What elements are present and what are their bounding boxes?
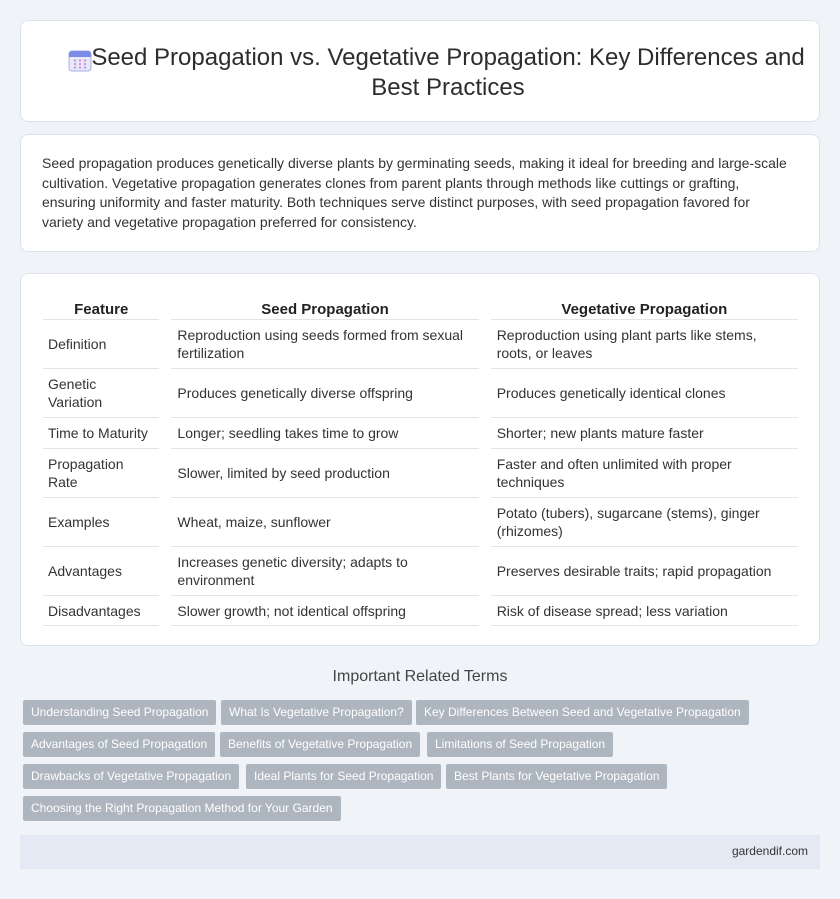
vegetative-cell: Reproduction using plant parts like stems, roots, or leaves [491,319,798,368]
seed-cell: Wheat, maize, sunflower [171,497,478,546]
table-row [43,417,798,448]
table-row [43,497,798,546]
related-terms-heading: Important Related Terms [332,668,508,685]
table-row [43,448,798,497]
related-tag[interactable]: Understanding Seed Propagation [23,700,216,725]
feature-cell: Advantages [43,546,159,595]
title-card [20,20,820,122]
table-row [43,368,798,417]
seed-cell: Slower growth; not identical offspring [171,595,478,626]
related-tag[interactable]: Advantages of Seed Propagation [23,732,215,757]
related-tag[interactable]: Key Differences Between Seed and Vegetative Propagation [416,700,749,725]
seed-cell: Slower, limited by seed production [171,448,478,497]
feature-cell: Time to Maturity [43,417,159,448]
seed-cell: Increases genetic diversity; adapts to environment [171,546,478,595]
footer [20,835,820,869]
comparison-table [43,294,798,626]
page-title: Seed Propagation vs. Vegetative Propagation: Key Differences and Best Practices [91,44,805,101]
feature-cell: Propagation Rate [43,448,159,497]
vegetative-cell: Risk of disease spread; less variation [491,595,798,626]
vegetative-cell: Shorter; new plants mature faster [491,417,798,448]
feature-cell: Genetic Variation [43,368,159,417]
column-header-vegetative: Vegetative Propagation [561,300,728,318]
table-header-row [43,294,798,319]
related-tag[interactable]: Ideal Plants for Seed Propagation [246,764,441,789]
intro-paragraph: Seed propagation produces genetically diverse plants by germinating seeds, making it ideal for breeding and large-scale cultivation. Vegetative propagation generates clones from parent plants through methods like cuttings or grafting, ensuring uniformity and faster maturity. Both techniques serve distinct purposes, with seed propagation favored for variety and vegetative propagation preferred for consistency. [42,155,787,230]
related-tag[interactable]: What Is Vegetative Propagation? [221,700,412,725]
table-row [43,546,798,595]
calendar-icon [68,49,92,73]
related-tag[interactable]: Limitations of Seed Propagation [427,732,613,757]
column-header-seed: Seed Propagation [261,300,389,318]
feature-cell: Disadvantages [43,595,159,626]
feature-cell: Examples [43,497,159,546]
related-tag[interactable]: Choosing the Right Propagation Method for Your Garden [23,796,341,821]
vegetative-cell: Preserves desirable traits; rapid propagation [491,546,798,595]
vegetative-cell: Produces genetically identical clones [491,368,798,417]
table-row [43,319,798,368]
related-tag[interactable]: Benefits of Vegetative Propagation [220,732,420,757]
related-tag[interactable]: Best Plants for Vegetative Propagation [446,764,667,789]
column-header-feature: Feature [74,300,129,318]
table-row [43,595,798,626]
related-tag[interactable]: Drawbacks of Vegetative Propagation [23,764,239,789]
seed-cell: Produces genetically diverse offspring [171,368,478,417]
vegetative-cell: Faster and often unlimited with proper techniques [491,448,798,497]
comparison-card [20,273,820,646]
intro-card [20,134,820,252]
seed-cell: Reproduction using seeds formed from sexual fertilization [171,319,478,368]
vegetative-cell: Potato (tubers), sugarcane (stems), ginger (rhizomes) [491,497,798,546]
footer-site-link[interactable]: gardendif.com [731,844,808,858]
feature-cell: Definition [43,319,159,368]
seed-cell: Longer; seedling takes time to grow [171,417,478,448]
